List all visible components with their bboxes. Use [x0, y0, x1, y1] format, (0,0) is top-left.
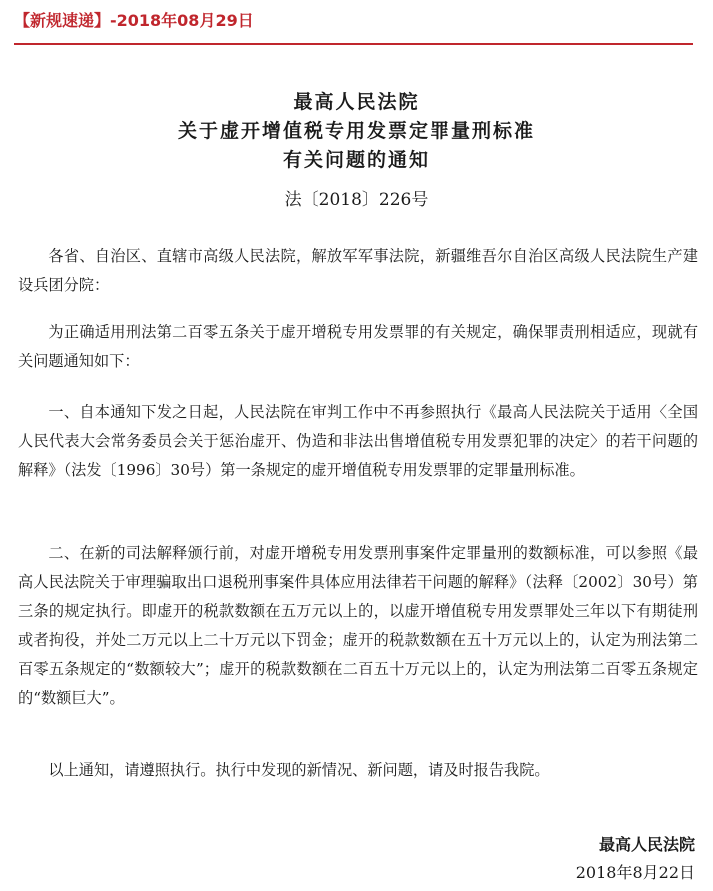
title-line-notice: 有关问题的通知	[282, 149, 430, 171]
signature-organization: 最高人民法院	[598, 835, 695, 854]
paragraph-item-one: 一、自本通知下发之日起，人民法院在审判工作中不再参照执行《最高人民法院关于适用〈全国人民代表大会常务委员会关于惩治虚开、伪造和非法出售增值税专用发票犯罪的决定〉的若干问题的解释》（法发〔1996〕30号）第一条规定的虚开增值税专用发票罪的定罪量刑标准。	[18, 403, 698, 479]
header-divider	[14, 43, 693, 45]
paragraph-addressees: 各省、自治区、直辖市高级人民法院，解放军军事法院，新疆维吾尔自治区高级人民法院生产建设兵团分院：	[18, 247, 698, 294]
title-line-issuer: 最高人民法院	[293, 91, 420, 113]
document-number: 法〔2018〕226号	[284, 190, 429, 210]
paragraph-closing: 以上通知，请遵照执行。执行中发现的新情况、新问题，请及时报告我院。	[48, 761, 550, 779]
paragraph-intro: 为正确适用刑法第二百零五条关于虚开增税专用发票罪的有关规定，确保罪责刑相适应，现就有关问题通知如下：	[18, 323, 698, 370]
title-line-subject: 关于虚开增值税专用发票定罪量刑标准	[177, 120, 535, 142]
signature-date: 2018年8月22日	[575, 863, 695, 882]
paragraph-item-two: 二、在新的司法解释颁行前，对虚开增税专用发票刑事案件定罪量刑的数额标准，可以参照《最高人民法院关于审理骗取出口退税刑事案件具体应用法律若干问题的解释》（法释〔2002〕30号）第三条的规定执行。即虚开的税款数额在五万元以上的，以虚开增值税专用发票罪处三年以下有期徒刑或者拘役，并处二万元以上二十万元以下罚金；虚开的税款数额在五十万元以上的，认定为刑法第二百零五条规定的“数额较大”；虚开的税款数额在二百五十万元以上的，认定为刑法第二百零五条规定的“数额巨大”。	[18, 544, 698, 707]
banner-date-label: 【新规速递】-2018年08月29日	[14, 11, 254, 30]
